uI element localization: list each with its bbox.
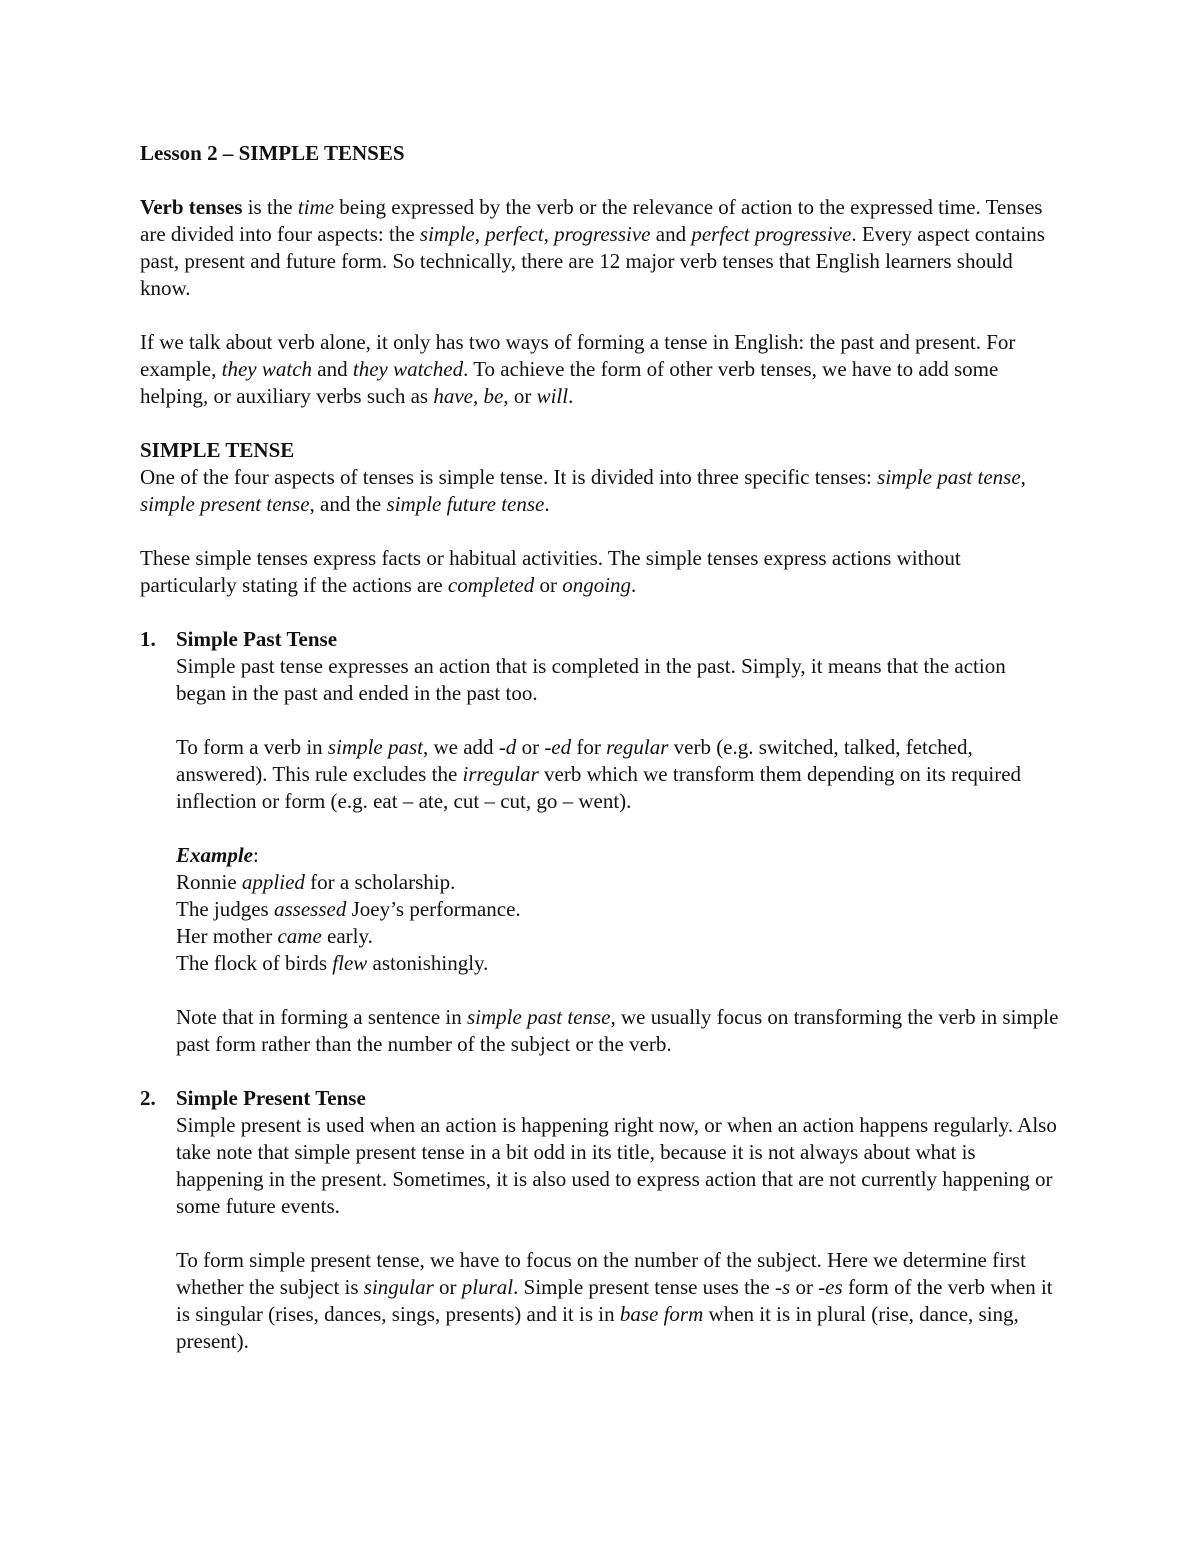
emphasis: simple present tense — [140, 492, 310, 516]
emphasis: ongoing — [562, 573, 632, 597]
text: To form a verb in — [176, 735, 328, 759]
emphasis: time — [297, 195, 335, 219]
text: . To achieve the form of other verb tenses, we have to add some helping, or auxiliary verbs such as — [140, 357, 999, 408]
facts-paragraph — [140, 545, 1060, 599]
text: early. — [321, 924, 373, 948]
list-item-simple-present — [140, 1085, 1060, 1355]
simple-past-description: Simple past tense expresses an action that is completed in the past. Simply, it means that the action began in the past and ended in the past too. — [176, 654, 1006, 705]
text: . Every aspect contains past, present and future form. So technically, there are 12 major verb tenses that English learners should know. — [140, 222, 1045, 300]
emphasis: progressive — [554, 222, 651, 246]
emphasis: completed — [447, 573, 535, 597]
verb-tenses-term: Verb tenses — [140, 195, 243, 219]
text: for — [571, 735, 607, 759]
text: or — [508, 384, 537, 408]
text: Note that in forming a sentence in — [176, 1005, 467, 1029]
text: , — [543, 222, 555, 246]
text: . Simple present tense uses the — [513, 1275, 776, 1299]
emphasis: -s — [775, 1275, 791, 1299]
text: verb which we transform them depending on its required inflection or form (e.g. eat – ate, cut – cut, go – went). — [176, 762, 1022, 813]
emphasis: perfect progressive — [691, 222, 852, 246]
emphasis: came — [277, 924, 322, 948]
text: : — [253, 843, 259, 867]
emphasis: simple — [419, 222, 475, 246]
emphasis: have, be, — [433, 384, 509, 408]
text: astonishingly. — [367, 951, 489, 975]
emphasis: applied — [241, 870, 305, 894]
emphasis: simple past — [327, 735, 423, 759]
emphasis: -ed — [544, 735, 572, 759]
list-number: 2. — [140, 1086, 156, 1110]
emphasis: simple future tense — [386, 492, 545, 516]
list-number: 1. — [140, 627, 156, 651]
text: being expressed by the verb or the relevance of action to the expressed time. Tenses are divided into four aspects: the — [140, 195, 1043, 246]
example-label-line — [176, 842, 1060, 869]
text: These simple tenses express facts or habitual activities. The simple tenses express actions without particularly stating if the actions are — [140, 546, 961, 597]
text: , and the — [309, 492, 387, 516]
text: , we add — [423, 735, 499, 759]
text: Her mother — [176, 924, 278, 948]
text: , — [474, 222, 486, 246]
text: verb (e.g. switched, talked, fetched, answered). This rule excludes the — [176, 735, 973, 786]
text: Joey’s performance. — [346, 897, 521, 921]
text: The judges — [176, 897, 274, 921]
text: One of the four aspects of tenses is simple tense. It is divided into three specific tenses: — [140, 465, 878, 489]
emphasis: plural — [461, 1275, 514, 1299]
text: form of the verb when it is singular (rises, dances, sings, presents) and it is in — [176, 1275, 1053, 1326]
text: or — [534, 573, 563, 597]
emphasis: regular — [606, 735, 669, 759]
text: and — [650, 222, 692, 246]
text: . — [568, 384, 574, 408]
simple-past-title: Simple Past Tense — [176, 627, 338, 651]
simple-past-form-paragraph — [176, 734, 1060, 815]
emphasis: simple past tense — [877, 465, 1021, 489]
text: or — [516, 735, 545, 759]
emphasis: simple past tense — [467, 1005, 611, 1029]
emphasis: they watch — [221, 357, 313, 381]
example-sentence — [176, 950, 1060, 977]
text: . — [544, 492, 550, 516]
simple-past-note — [176, 1004, 1060, 1058]
example-sentence — [176, 896, 1060, 923]
document-page — [140, 140, 1060, 1382]
example-sentence — [176, 869, 1060, 896]
text: To form simple present tense, we have to focus on the number of the subject. Here we determine first whether the subject is — [176, 1248, 1026, 1299]
text: for a scholarship. — [304, 870, 456, 894]
text: or — [433, 1275, 462, 1299]
text: , — [1020, 465, 1026, 489]
emphasis: -es — [818, 1275, 843, 1299]
emphasis: flew — [332, 951, 368, 975]
emphasis: -d — [498, 735, 517, 759]
simple-present-form-paragraph — [176, 1247, 1060, 1355]
simple-tense-paragraph — [140, 464, 1060, 518]
simple-present-title: Simple Present Tense — [176, 1086, 366, 1110]
text: The flock of birds — [176, 951, 333, 975]
intro-paragraph — [140, 194, 1060, 302]
text: when it is in plural (rise, dance, sing, present). — [176, 1302, 1019, 1353]
simple-tense-heading: SIMPLE TENSE — [140, 438, 295, 462]
text: , we usually focus on transforming the verb in simple past form rather than the number of the subject or the verb. — [176, 1005, 1059, 1056]
emphasis: assessed — [273, 897, 347, 921]
text: and — [312, 357, 353, 381]
text: is the — [242, 195, 298, 219]
simple-present-description: Simple present is used when an action is happening right now, or when an action happens regularly. Also take note that simple present tense in a bit odd in its title, because it is not always about what is happening in the present. Sometimes, it is also used to express action that are not currently happening or some future events. — [176, 1113, 1057, 1218]
list-item-body — [176, 1085, 1060, 1355]
emphasis: will — [536, 384, 569, 408]
text: or — [790, 1275, 819, 1299]
example-sentence — [176, 923, 1060, 950]
lesson-title: Lesson 2 – SIMPLE TENSES — [140, 141, 405, 165]
text: . — [631, 573, 637, 597]
text: Ronnie — [176, 870, 242, 894]
text: If we talk about verb alone, it only has two ways of forming a tense in English: the past and present. For example, — [140, 330, 1016, 381]
example-label: Example — [176, 843, 253, 867]
emphasis: they watched — [352, 357, 464, 381]
list-item-simple-past — [140, 626, 1060, 1058]
verb-alone-paragraph — [140, 329, 1060, 410]
emphasis: singular — [363, 1275, 434, 1299]
emphasis: irregular — [462, 762, 539, 786]
list-item-body — [176, 626, 1060, 1058]
emphasis: perfect — [485, 222, 544, 246]
emphasis: base form — [619, 1302, 704, 1326]
